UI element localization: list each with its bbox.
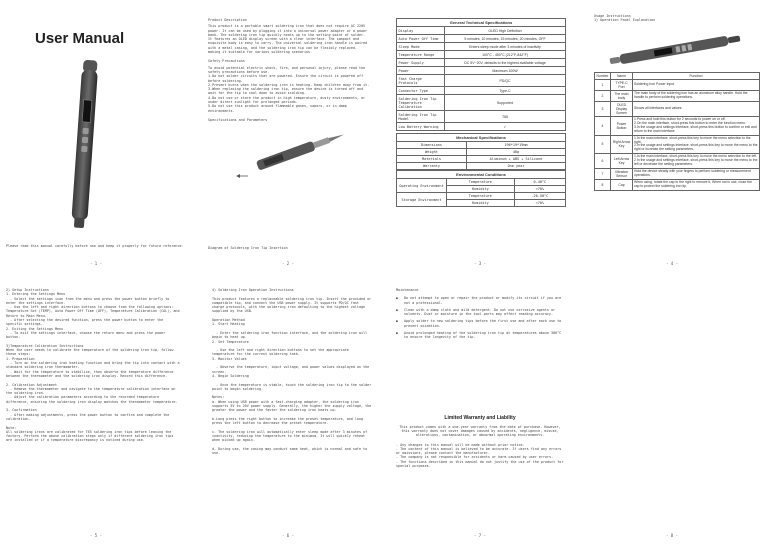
mechanical-label: Dimensions (397, 142, 467, 149)
environment-value: 0-40°C (514, 179, 565, 186)
page-number: - 7 - (473, 533, 487, 538)
spec-row (397, 27, 566, 35)
spec-row (397, 59, 566, 67)
panel-row (595, 168, 760, 179)
section-heading-specs: Specifications and Parameters (208, 117, 268, 122)
panel-number: 5 (595, 135, 611, 154)
page-number: - 5 - (89, 533, 103, 538)
page-7 (384, 272, 576, 544)
panel-function: 1.Press and hold this button for 2 seconds to power on or off. 2.On the main interface, short-press this button to enter the function menu. 3.In the usage and settings interface, short-press this button to confirm or exit and return to the main interface. (633, 117, 760, 136)
button-power (82, 128, 88, 134)
general-specs-title: General Technical Specifications (397, 19, 566, 27)
environment-label: Operating Environment (397, 179, 447, 193)
spec-value: Type-C (445, 87, 566, 95)
button-right (82, 137, 88, 143)
panel-function: 1.In the main interface, short-press this key to move the menu selection to the right. 2.In the usage and settings interface, short-press this key to move the menu to the right or increase the setting parameters. (633, 135, 760, 154)
maintenance-item (396, 331, 564, 340)
maintenance-text: Avoid prolonged heating of the soldering iron tip at temperatures above 380°C to ensure the longevity of the tip. (404, 331, 562, 340)
operation-instructions-text: 4) Soldering Iron Operation Instructions This product features a replaceable soldering iron tip. Insert the provided or compatible tip, and connect the USB power supply. It supports PD/QC fast charge protocols, with the soldering iron defaulting to the highest voltage supplied by the USB. Operation Method 1. Start Heating - Enter the soldering iron function interface, and the soldering iron will begin to heat up. 2. Set Temperature - Use the left and right direction buttons to set the appropriate temperature for the current soldering task. 3. Monitor Values - Observe the temperature, input voltage, and power values displayed on the screen. 4. Begin Soldering - Once the temperature is stable, touch the soldering iron tip to the solder point to begin soldering. Notes: a. When using USB power with a fast-charging adapter, the soldering iron supports 5V to 20V power supply. Generally, the higher the supply voltage, the greater the power and the faster the soldering iron heats up. b.Long press the right button to increase the preset temperature, and long press the left button to decrease the preset temperature. c. The soldering iron will automatically enter sleep mode after 3 minutes of inactivity, reducing the temperature to the minimum. It will quickly reheat when picked up again. d. During use, the casing may conduct some heat, which is normal and safe to use. (212, 288, 372, 456)
spec-label: Low Battery Warning (397, 123, 445, 131)
col-name: Name (611, 73, 633, 80)
page-number: - 6 - (281, 533, 295, 538)
mechanical-value: 196*19*19mm (467, 142, 566, 149)
manual-title: User Manual (35, 30, 125, 47)
spec-label: Fast Charge Protocols (397, 75, 445, 87)
spec-value: 5 minutes, 10 minutes, 15 minutes, 20 minutes, OFF (445, 35, 566, 43)
page-number: - 4 - (665, 261, 679, 266)
maintenance-item (396, 296, 564, 305)
environment-parameter: Temperature (447, 193, 515, 200)
spec-value: OLED High Definition (445, 27, 566, 35)
mechanical-value: Aluminum + ABS + Silicone (467, 156, 566, 163)
spec-value: Maximum 100W (445, 67, 566, 75)
panel-function: The main body of the soldering iron has an aluminum alloy handle. Hold the handle to perform soldering operations. (633, 91, 760, 102)
spec-row (397, 75, 566, 87)
spec-label: Auto Power Off Time (397, 35, 445, 43)
mechanical-value: 40g (467, 149, 566, 156)
spec-label: Power Supply (397, 59, 445, 67)
environment-parameter: Humidity (447, 200, 515, 207)
product-description: This product is a portable smart soldering iron that does not require AC 220V power. It can be used by plugging it into a universal power adapter or a power bank. The soldering iron tip quickly heats up to the setting point of solder. It features an OLED display screen with a clear interface. The compact and exquisite body is easy to carry. The universal soldering iron handle is paired with a metal casing, and the soldering iron tip can be flexibly replaced, making it suitable for various soldering scenarios. (208, 24, 370, 55)
panel-row (595, 102, 760, 117)
spec-row (397, 43, 566, 51)
page-number: - 1 - (89, 261, 103, 266)
environment-parameter: Temperature (447, 179, 515, 186)
col-function: Function (633, 73, 760, 80)
panel-name: The main body (611, 91, 633, 102)
spec-value: DC 5V~20V, defaults to the highest available voltage (445, 59, 566, 67)
panel-row (595, 117, 760, 136)
mechanical-row (397, 156, 566, 163)
spec-row (397, 67, 566, 75)
panel-row (595, 91, 760, 102)
maintenance-text: Apply solder to new soldering tips before the first use and after each use to prevent oxidation. (404, 319, 562, 328)
spec-value: 100°C - 450°C (212°F-842°F) (445, 51, 566, 59)
warranty-title: Limited Warranty and Liability (444, 414, 516, 421)
panel-table (594, 72, 760, 191)
mechanical-specs-title: Mechanical Specifications (397, 134, 566, 142)
environment-row (397, 179, 566, 186)
iron-body (71, 70, 97, 221)
bullet-icon: ● (396, 331, 398, 336)
bullet-icon: ● (396, 296, 398, 301)
spec-value: T65 (445, 111, 566, 123)
panel-row (595, 80, 760, 91)
mechanical-specs-table (396, 133, 566, 170)
panel-row (595, 135, 760, 154)
oled-screen (82, 100, 92, 123)
environment-row (397, 193, 566, 200)
page-6 (192, 272, 384, 544)
spec-label: Connector Type (397, 87, 445, 95)
col-number: Number (596, 74, 609, 78)
page-3 (384, 0, 576, 272)
safety-precautions: To avoid potential electric shock, fire, and personal injury, please read the safety precautions before use. 1.Do not solder circuits that are powered. Ensure the circuit is powered off before soldering. 2.Prevent burns when the soldering iron is heating. Keep children away from it. 3.When replacing the soldering iron tip, ensure the device is turned off and wait for the tip to cool down to avoid scalding. 4.Do not use or store the product in high temperature, dusty environments, or under direct sunlight for prolonged periods. 5.Do not use this product around flammable gases, vapors, or in damp environments. (208, 65, 370, 113)
panel-function: When using, rotate the cap to the right to remove it. When not in use, close the cap to protect the soldering iron tip. (633, 179, 760, 190)
maintenance-text: Clean with a damp cloth and mild detergent. Do not use corrosive agents or solvents. Dust or moisture in the tool parts may affect reading accuracy. (404, 307, 556, 317)
mechanical-label: Weight (397, 149, 467, 156)
maintenance-item (396, 319, 564, 328)
mechanical-row (397, 142, 566, 149)
page-1-footnote: Please read this manual carefully before use and keep it properly for future reference. (6, 244, 184, 248)
panel-name: Cap (611, 179, 633, 190)
panel-name: Vibration Sensor (611, 168, 633, 179)
panel-name: Power Button (611, 117, 633, 136)
panel-name: OLED Display Screen (611, 102, 633, 117)
spec-value: PD/QC (445, 75, 566, 87)
panel-function: Hold the device steady with your fingers to perform soldering or measurement operations. (633, 168, 760, 179)
spec-label: Power (397, 67, 445, 75)
environment-value: <70% (514, 200, 565, 207)
spec-row (397, 87, 566, 95)
mechanical-value: One year (467, 163, 566, 170)
general-specs-table (396, 18, 566, 131)
environmental-table (396, 170, 566, 207)
panel-row (595, 154, 760, 169)
page-5 (0, 272, 192, 544)
panel-function: 1.In the main interface, short-press this key to move the menu selection to the left. 2.In the usage and settings interface, short-press this key to move the menu to the left or decrease the setting parameters. (633, 154, 760, 169)
bullet-icon: ● (396, 319, 398, 324)
environment-value: <70% (514, 186, 565, 193)
setup-instructions-text: 2) Setup Instructions 1. Entering the Settings Menu - Select the settings icon from the menu and press the power button briefly to enter the settings interface. - Use the left and right direction buttons to choose from the following options: Temperature Set (TEMP), Auto Power Off Time (OFF), Temperature Calibration (CAL), and Return to Main Menu. - After selecting the desired function, press the power button to enter the specific settings. 2. Exiting the Settings Menu - To exit the settings interface, choose the return menu and press the power button. 3)Temperature Calibration Instructions When the user needs to calibrate the temperature of the soldering iron tip, follow these steps: 1. Preparation - Turn on the soldering iron heating function and bring the tip into contact with a standard soldering iron thermometer. - Wait for the temperature to stabilize, then observe the temperature difference between the thermometer and the soldering iron display. Record this difference. 2. Calibration Adjustment - Remove the thermometer and navigate to the temperature calibration interface on the soldering iron. - Adjust the calibration parameters according to the recorded temperature difference, ensuring the soldering iron display matches the thermometer temperature. 3. Confirmation - After making adjustments, press the power button to confirm and complete the calibration. Note: All soldering irons are calibrated for T65 soldering iron tips before leaving the factory. Perform the above calibration steps only if different soldering iron tips are installed or if a temperature discrepancy is noticed during use. (6, 288, 180, 443)
environment-label: Storage Environment (397, 193, 447, 207)
spec-label: Sleep Mode (397, 43, 445, 51)
panel-number: 1 (595, 80, 611, 91)
iron-panel-illustration (594, 25, 754, 75)
soldering-iron-illustration (0, 40, 192, 240)
page-1 (0, 0, 192, 272)
spec-label: Soldering Iron Tip Temperature Calibration (397, 95, 445, 111)
mechanical-row (397, 163, 566, 170)
maintenance-text: Do not attempt to open or repair the product or modify its circuit if you are not a professional. (404, 296, 562, 305)
tip-insertion-diagram (208, 126, 368, 186)
spec-label: Soldering Iron Tip Model (397, 111, 445, 123)
panel-number: 8 (595, 179, 611, 190)
panel-name: TYPE-C Port (611, 80, 633, 91)
mechanical-label: Materials (397, 156, 467, 163)
maintenance-item (396, 308, 564, 317)
spec-row (397, 35, 566, 43)
maintenance-list (396, 296, 564, 339)
environmental-title: Environmental Conditions (397, 171, 566, 179)
panel-number: 6 (595, 154, 611, 169)
page-2 (192, 0, 384, 272)
page-8 (576, 272, 768, 544)
spec-row (397, 95, 566, 111)
environment-parameter: Humidity (447, 186, 515, 193)
mechanical-row (397, 149, 566, 156)
environment-value: -20-50°C (514, 193, 565, 200)
diagram-caption: Diagram of Soldering Iron Tip Insertion (208, 246, 288, 250)
spec-value: ✓ (445, 123, 566, 131)
panel-name: Left Arrow Key (611, 154, 633, 169)
usage-heading: Usage Instructions (594, 14, 631, 18)
panel-number: 2 (595, 91, 611, 102)
usage-subheading: 1) Operation Panel Explanation (594, 18, 656, 23)
panel-number: 7 (595, 168, 611, 179)
panel-name: Right Arrow Key (611, 135, 633, 154)
page-number: - 2 - (281, 261, 295, 266)
section-heading-description: Product Description (208, 18, 247, 22)
panel-function: Shows all interfaces and values. (633, 102, 760, 117)
panel-row (595, 179, 760, 190)
spec-row (397, 111, 566, 123)
bullet-icon: ● (396, 307, 398, 312)
warranty-intro: This product comes with a one-year warranty from the date of purchase. However, this warranty does not cover damages caused by accidents, negligence, misuse, alterations, contamination, or abnormal operating environments. (399, 424, 563, 438)
spec-value: Enters sleep mode after 3 minutes of inactivity (445, 43, 566, 51)
section-heading-safety: Safety Precautions (208, 59, 245, 64)
warranty-notes: - Any changes to this manual will be made without prior notice. - The content of this manual is believed to be accurate. If users find any errors or omissions, please contact the manufacturer. - The company is not responsible for accidents or harm caused by user errors. - The functions described in this manual do not justify the use of the product for special purposes. (396, 442, 564, 469)
panel-function: Soldering Iron Power Input (633, 80, 760, 91)
button-left (81, 146, 87, 152)
spec-label: Temperature Range (397, 51, 445, 59)
page-number: - 8 - (665, 533, 679, 538)
spec-row (397, 51, 566, 59)
spec-label: Display (397, 27, 445, 35)
page-number: - 3 - (473, 261, 487, 266)
page-4 (576, 0, 768, 272)
spec-row (397, 123, 566, 131)
panel-number: 3 (595, 102, 611, 117)
mechanical-label: Warranty (397, 163, 467, 170)
panel-number: 4 (595, 117, 611, 136)
spec-value: Supported (445, 95, 566, 111)
maintenance-heading: Maintenance (396, 288, 419, 292)
